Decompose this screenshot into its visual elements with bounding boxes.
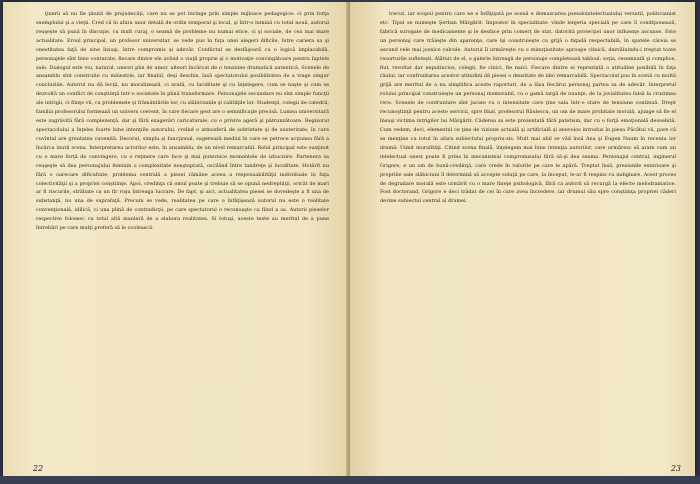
open-book-spread: [3, 2, 695, 476]
right-page-body-text: trecut, iar scopul pentru care ne e înfăţişată pe scenă e demascarea pseudointelectualului versatil, politicianist etc. Tipul se numeşte Şerban Mărgărit. Impostor în specialitate: vinde lenjeria specială pe care îl condiţionează, fabrică surogate de medicamente şi le desface prin comerţ de stat, datorită protecţiei unor influenţe ascunse. Este un personaj care trăieşte din aparenţe, care îşi construieşte cu grijă o faţadă respectabilă, în spatele căreia se ascund cele mai josnice calcule. Autorul îl urmăreşte cu o minuţiozitate aproape clinică, dezvăluindu-i treptat toate resorturile sufleteşti. Alături de el, o galerie întreagă de personaje completează tabloul: soţia, resemnată şi complice, fiul, revoltat dar neputincios, colegii, fie cinici, fie naivi. Fiecare dintre ei reprezintă o atitudine posibilă în faţa răului, iar confruntarea acestor atitudini dă piesei o densitate de idei remarcabilă. Spectacolul pus în scenă cu multă grijă are meritul de a nu simplifica aceste raporturi, de a lăsa fiecărui personaj partea sa de adevăr. Interpretul rolului principal construieşte un personaj memorabil, cu o gamă largă de nuanţe, de la jovialitatea falsă la cruzimea rece. Scenele de confruntare sînt jucate cu o intensitate care ţine sala într-o stare de tensiune continuă. Drept recunoştinţă pentru aceste servicii, spre final, profesorul Răulescu, un om de mare probitate morală, ajunge să fie el însuşi victima intrigilor lui Mărgărit. Căderea sa este prezentată fără patetism, dar cu o forţă emoţională deosebită. Cum vedem, deci, elementul ce ţine de viziune actuală şi artificială şi anevoios introdus în piesa Păcătui vii, pare că se menţine cu totul în afara subiectului propriu-zis. Mult mai abil se văd însă Ana şi Eugen Naum în recenta lor dramă: Uimit moralităţi. Citind scena finală, înţelegem mai bine intenţia autorilor, care urmăresc să arate cum un intelectual onest poate fi prins în mecanismul compromisului fără să-şi dea seama. Personajul central, inginerul Grigore, e un om de bună-credinţă, care crede în valorile pe care le apără. Treptat însă, presiunile exterioare şi propriile sale slăbiciuni îl determină să accepte soluţii pe care, la început, le-ar fi respins cu indignare. Acest proces de degradare morală este urmărit cu o mare fineţe psihologică, fără ca autorii să recurgă la efecte melodramatice. Fost doctorand, Grigore e deci trădat de cei în care avea încredere, iar drumul său spre conştiinţa propriei căderi devine subiectul central al dramei.: [380, 11, 676, 205]
book-bottom-edge: [0, 476, 700, 484]
right-page: [350, 2, 695, 476]
right-page-number: 23: [670, 464, 681, 473]
left-page-body-text: ţinerii să nu fie ţinută de prejudecăţi, care nu se pot învinge prin simple mijloace pedagogice: ci prin forţa exemplului şi a vieţii. Cred că în afara unor detalii de ordin temporal şi local, şi într-o lumină cu totul nouă, autorul reuşeşte să pună în discuţie, cu mult curaj, o seamă de probleme nu numai etice, ci şi sociale, de cea mai mare actualitate. Eroul principal, un profesor universitar, se vede pus în faţa unei alegeri dificile, între cariera sa şi onestitatea faţă de sine însuşi, între compromis şi adevăr. Conflictul se desfăşoară cu o logică implacabilă, personajele sînt bine conturate, fiecare dintre ele având o viaţă proprie şi o motivaţie convingătoare pentru faptele sale. Dialogul este viu, natural, uneori plin de umor, alteori încărcat de o tensiune dramatică autentică. Scenele de ansamblu sînt construite cu măiestrie, iar finalul, deşi deschis, lasă spectatorului posibilitatea de a trage singur concluziile. Autorul nu dă lecţii, nu moralizează, ci arată, cu luciditate şi cu înţelegere, cum se naşte şi cum se dezvoltă un conflict de conştiinţă într-o societate în plină transformare. Personajele secundare nu sînt simple funcţii ale intrigii, ci fiinţe vii, cu problemele şi frământările lor, cu slăbiciunile şi calităţile lor. Studenţii, colegii de catedră, familia profesorului formează un univers coerent, în care fiecare gest are o semnificaţie precisă. Lumea universitară este zugrăvită fără complezenţă, dar şi fără exagerări caricaturale, cu o privire ageră şi pătrunzătoare. Regizorul spectacolului a înţeles foarte bine intenţiile autorului, creînd o atmosferă de sobrietate şi de austeritate, în care cuvîntul are greutatea cuvenită. Decorul, simplu şi funcţional, sugerează mediul în care se petrece acţiunea fără a încărca inutil scena. Interpretarea actorilor este, în ansamblu, de un nivel remarcabil. Rolul principal este susţinut cu o mare forţă de convingere, cu o reţinere care face şi mai puternice momentele de izbucnire. Partenera sa reuşeşte să dea personajului feminin o complexitate neaşteptată, oscilând între tandreţe şi luciditate. Hotărît nu fără o oarecare dificultate, problema centrală a piesei rămâne aceea a responsabilităţii individuale în faţa colectivităţii şi a propriei conştiinţe. Apoi, credinţa că omul poate şi trebuie să se opună nedreptăţii, oricât de mari ar fi riscurile, străbate ca un fir roşu întreaga lucrare. De fapt, şi aici, actualitatea piesei se dovedeşte a fi una de substanţă, nu una de suprafaţă. Precum se vede, realitatea pe care o înfăţişează autorul nu este o realitate convenţională, idilică, ci una plină de contradicţii, pe care spectatorul o recunoaşte ca fiind a sa. Autorii pieselor respective folosesc cu totul altă manieră de a elabora realitatea. Si totuşi, aceste texte au meritul de a pune întrebări pe care mulţi preferă să le ocolească.: [36, 11, 329, 232]
left-page-number: 22: [33, 464, 44, 473]
left-page: [3, 2, 348, 476]
